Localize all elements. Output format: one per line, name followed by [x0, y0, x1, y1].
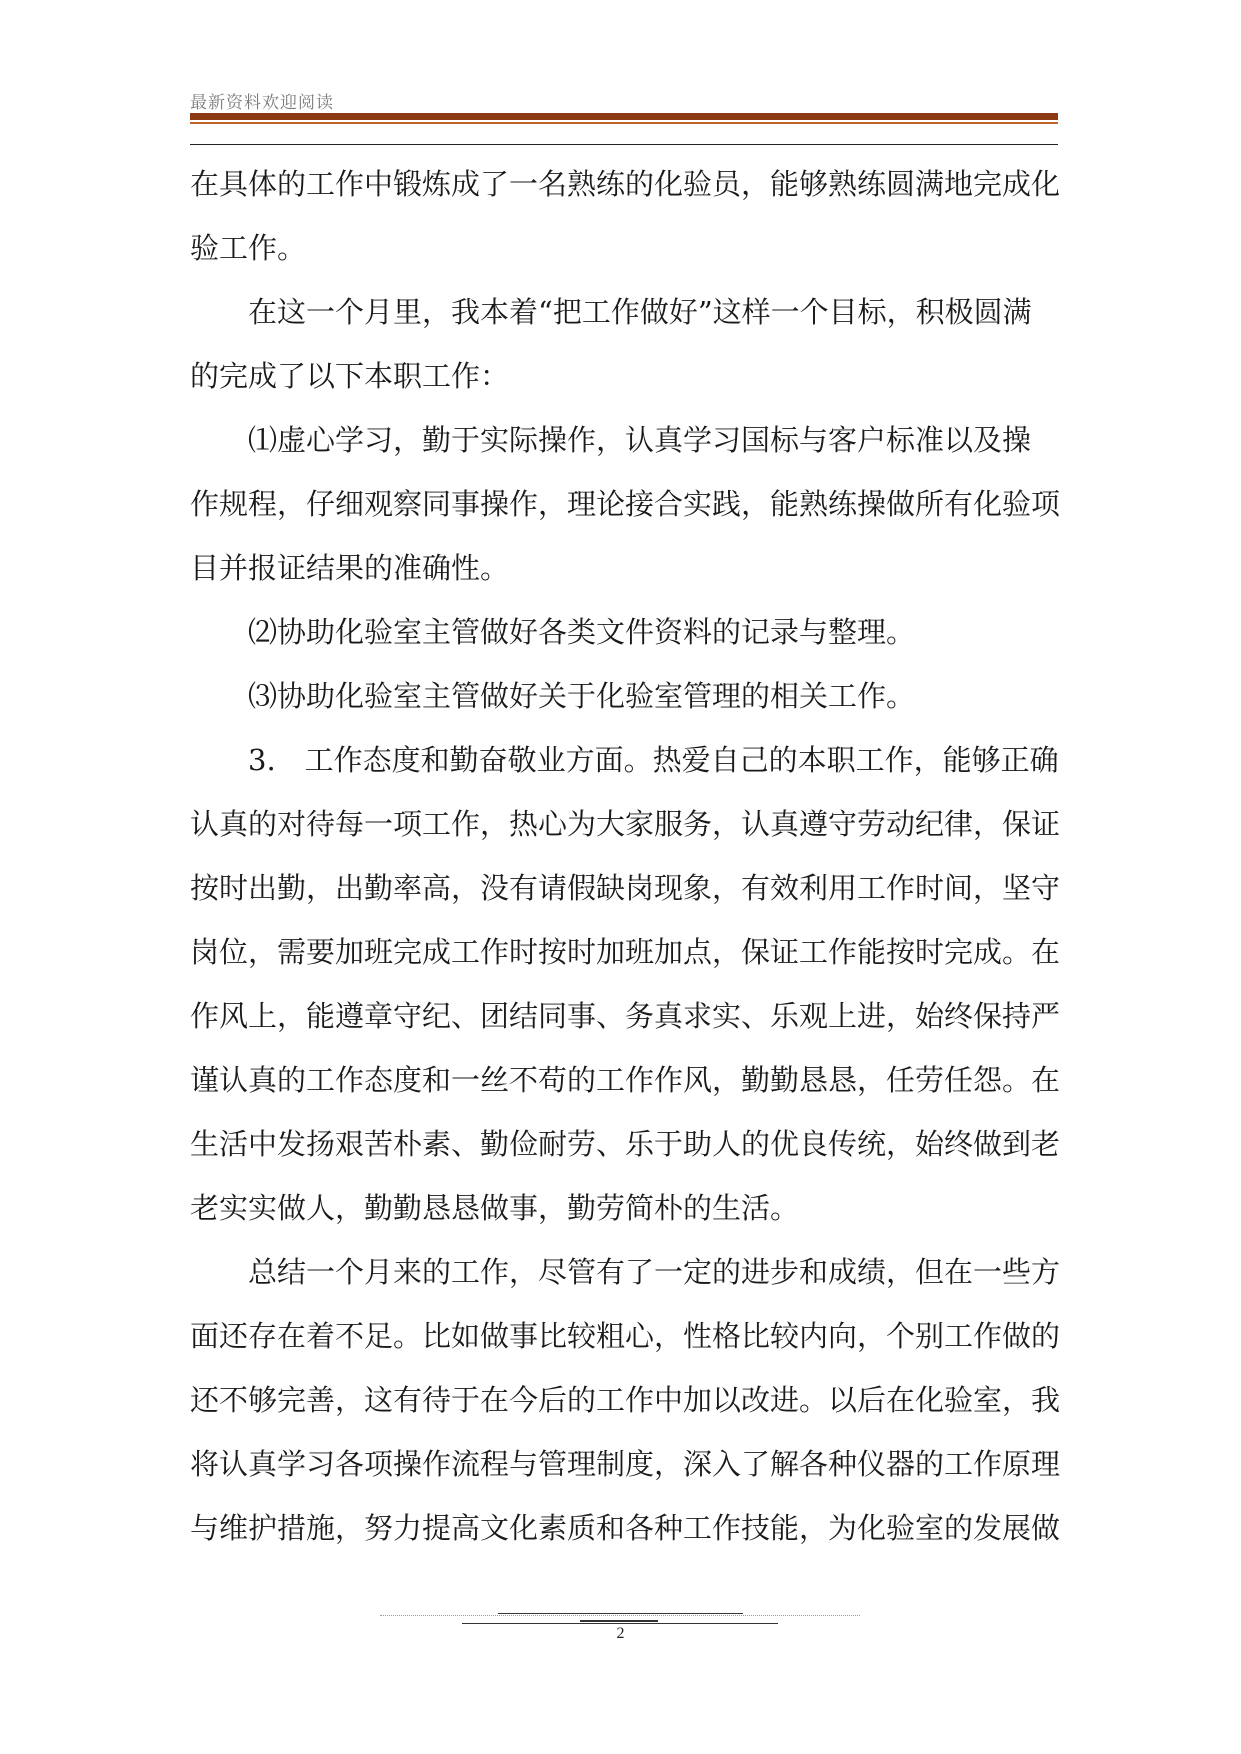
text-line: 将认真学习各项操作流程与管理制度，深入了解各种仪器的工作原理: [190, 1447, 1061, 1481]
text-line: 目并报证结果的准确性。: [190, 551, 510, 585]
text-line: 按时出勤，出勤率高，没有请假缺岗现象，有效利用工作时间，坚守: [190, 871, 1061, 905]
footer-rule: [462, 1623, 778, 1624]
text-line: 认真的对待每一项工作，热心为大家服务，认真遵守劳动纪律，保证: [190, 807, 1061, 841]
text-line: 岗位，需要加班完成工作时按时加班加点，保证工作能按时完成。在: [190, 935, 1061, 969]
document-body: [190, 152, 1070, 1560]
header-rule-thick: [190, 113, 1058, 120]
text-line: 与维护措施，努力提高文化素质和各种工作技能，为化验室的发展做: [190, 1511, 1061, 1545]
text-line: 的完成了以下本职工作：: [190, 359, 510, 393]
header-rule-line: [190, 144, 1058, 145]
text-line: 生活中发扬艰苦朴素、勤俭耐劳、乐于助人的优良传统，始终做到老: [190, 1127, 1061, 1161]
header-rule-thin: [190, 122, 1058, 124]
text-line: ⑶协助化验室主管做好关于化验室管理的相关工作。: [248, 679, 916, 713]
footer-dotted-rule: [380, 1615, 860, 1616]
text-line: 3. 工作态度和勤奋敬业方面。热爱自己的本职工作，能够正确: [248, 743, 1059, 777]
text-line: 面还存在着不足。比如做事比较粗心，性格比较内向，个别工作做的: [190, 1319, 1061, 1353]
text-line: 在具体的工作中锻炼成了一名熟练的化验员，能够熟练圆满地完成化: [190, 167, 1061, 201]
text-line: ⑴虚心学习，勤于实际操作，认真学习国标与客户标准以及操: [248, 423, 1032, 457]
text-line: 在这一个月里，我本着“把工作做好”这样一个目标，积极圆满: [248, 295, 1032, 329]
text-line: 验工作。: [190, 231, 307, 265]
footer-rule: [498, 1613, 743, 1614]
text-line: ⑵协助化验室主管做好各类文件资料的记录与整理。: [248, 615, 916, 649]
text-line: 作规程，仔细观察同事操作，理论接合实践，能熟练操做所有化验项: [190, 487, 1061, 521]
text-line: 作风上，能遵章守纪、团结同事、务真求实、乐观上进，始终保持严: [190, 999, 1061, 1033]
text-line: 谨认真的工作态度和一丝不苟的工作作风，勤勤恳恳，任劳任怨。在: [190, 1063, 1061, 1097]
page-number: 2: [616, 1625, 625, 1642]
text-line: 总结一个月来的工作，尽管有了一定的进步和成绩，但在一些方: [248, 1255, 1061, 1289]
running-header: 最新资料欢迎阅读: [190, 93, 334, 113]
text-line: 老实实做人，勤勤恳恳做事，勤劳简朴的生活。: [190, 1191, 800, 1225]
footer-rule: [580, 1620, 658, 1622]
text-line: 还不够完善，这有待于在今后的工作中加以改进。以后在化验室，我: [190, 1383, 1061, 1417]
